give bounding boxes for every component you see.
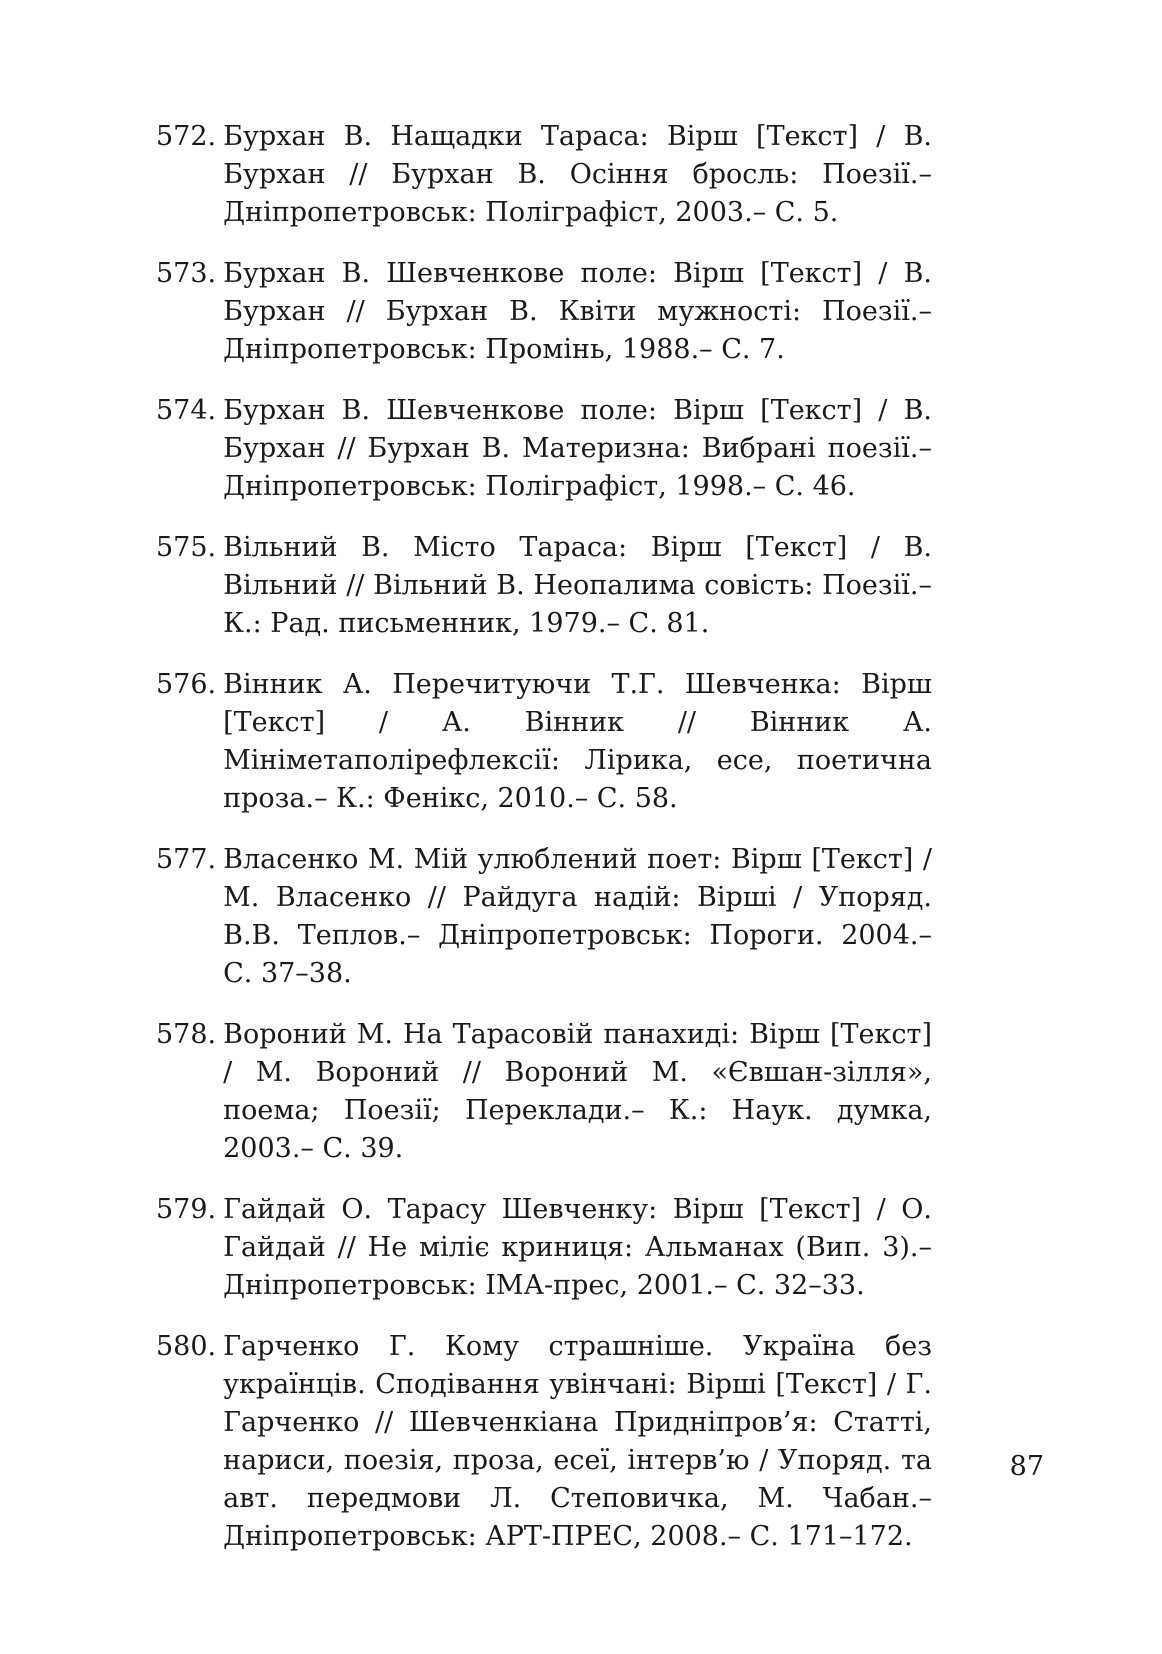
entry-text: Бурхан В. Шевченкове поле: Вірш [Текст] / В. Бурхан // Бурхан В. Квіти мужності: Поезії.– Дніпропетровськ: Промінь, 1988.– С. 7. [223, 258, 932, 365]
bibliography-entry [156, 1328, 932, 1556]
entry-number: 572. [156, 121, 217, 152]
entry-number: 576. [156, 669, 217, 700]
entry-number: 574. [156, 395, 217, 426]
bibliography-entry [156, 666, 932, 818]
entry-number: 578. [156, 1019, 217, 1050]
entry-text: Власенко М. Мій улюблений поет: Вірш [Текст] / М. Власенко // Райдуга надій: Вірші / Упоряд. В.В. Теплов.– Дніпропетровськ: Пороги. 2004.– С. 37–38. [223, 844, 932, 989]
bibliography-entry [156, 529, 932, 643]
entry-text: Вільний В. Місто Тараса: Вірш [Текст] / В. Вільний // Вільний В. Неопалима совість: Поезії.– К.: Рад. письменник, 1979.– С. 81. [223, 532, 932, 639]
entry-number: 579. [156, 1194, 217, 1225]
bibliography-entry [156, 841, 932, 993]
entry-text: Бурхан В. Шевченкове поле: Вірш [Текст] / В. Бурхан // Бурхан В. Материзна: Вибрані поезії.– Дніпропетровськ: Поліграфіст, 1998.– С. 46. [223, 395, 932, 502]
entry-number: 577. [156, 844, 217, 875]
entry-text: Бурхан В. Нащадки Тараса: Вірш [Текст] / В. Бурхан // Бурхан В. Осіння бросль: Поезії.– Дніпропетровськ: Поліграфіст, 2003.– С. 5. [223, 121, 932, 228]
entry-text: Вороний М. На Тарасовій панахиді: Вірш [Текст] / М. Вороний // Вороний М. «Євшан-зілля», поема; Поезії; Переклади.– К.: Наук. думка, 2003.– С. 39. [223, 1019, 932, 1164]
page-number: 87 [1009, 1451, 1044, 1482]
bibliography-entry [156, 118, 932, 232]
bibliography-entry [156, 1016, 932, 1168]
entry-text: Гайдай О. Тарасу Шевченку: Вірш [Текст] / О. Гайдай // Не міліє криниця: Альманах (Вип. 3).– Дніпропетровськ: ІМА-прес, 2001.– С. 32–33. [223, 1194, 932, 1301]
bibliography-entry [156, 255, 932, 369]
bibliography-entry [156, 392, 932, 506]
entry-text: Гарченко Г. Кому страшніше. Україна без українців. Сподівання увінчані: Вірші [Текст] / Г. Гарченко // Шевченкіана Придніпров’я: Статті, нариси, поезія, проза, есеї, інтерв’ю / Упоряд. та авт. передмови Л. Степовичка, М. Чабан.– Дніпропетровськ: АРТ-ПРЕС, 2008.– С. 171–172. [223, 1331, 932, 1552]
entry-number: 573. [156, 258, 217, 289]
bibliography-list [156, 118, 932, 1579]
bibliography-entry [156, 1191, 932, 1305]
entry-text: Вінник А. Перечитуючи Т.Г. Шевченка: Вірш [Текст] / А. Вінник // Вінник А. Мініметаполірефлексії: Лірика, есе, поетична проза.– К.: Фенікс, 2010.– С. 58. [223, 669, 932, 814]
entry-number: 575. [156, 532, 217, 563]
entry-number: 580. [156, 1331, 217, 1362]
